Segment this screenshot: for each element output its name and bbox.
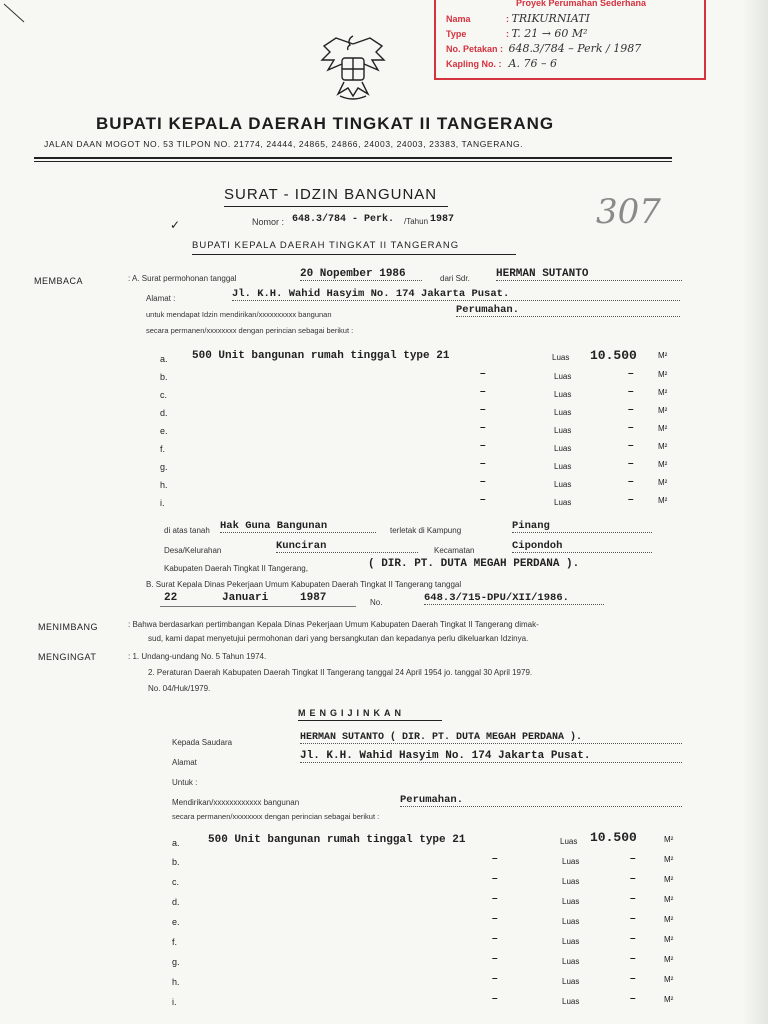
header-rule: [34, 157, 672, 159]
membaca-label: MEMBACA: [34, 276, 84, 286]
alamat-value: Jl. K.H. Wahid Hasyim No. 174 Jakarta Pusat.: [300, 750, 682, 763]
issuer-address: JALAN DAAN MOGOT NO. 53 TILPON NO. 21774, 24444, 24865, 24866, 24003, 24003, 23383, TANGERANG.: [44, 139, 524, 149]
nomor-label: Nomor :: [252, 217, 285, 227]
list-item: b. – Luas – M²: [172, 853, 674, 867]
mengingat-item-2a: 2. Peraturan Daerah Kabupaten Daerah Tingkat II Tangerang tanggal 24 April 1954 jo. tanggal 30 April 1979.: [148, 668, 533, 677]
b-no-value: 648.3/715-DPU/XII/1986.: [424, 592, 604, 605]
kampung-value: Pinang: [512, 520, 652, 533]
kecamatan-label: Kecamatan: [434, 546, 475, 555]
stamp-row-kapling: Kapling No. : A. 76 – 6: [446, 57, 557, 70]
corner-mark-icon: [0, 0, 30, 30]
membaca-b-text: B. Surat Kepala Dinas Pekerjaan Umum Kabupaten Daerah Tingkat II Tangerang tanggal: [146, 580, 462, 589]
list-item: i. – Luas – M²: [160, 494, 668, 508]
handwritten-number: 307: [596, 192, 661, 232]
issuer-title: BUPATI KEPALA DAERAH TINGKAT II TANGERANG: [96, 114, 555, 133]
mengijinkan-underline: [298, 720, 442, 721]
b-date-line: [160, 606, 356, 607]
tanah-value: Hak Guna Bangunan: [220, 520, 376, 533]
kecamatan-value: Cipondoh: [512, 540, 652, 553]
b-date-month: Januari: [222, 592, 269, 604]
list-item: d. – Luas – M²: [160, 404, 668, 418]
menimbang-label: MENIMBANG: [38, 622, 99, 632]
membaca-dari-label: dari Sdr.: [440, 274, 470, 283]
list-item: a. 500 Unit bangunan rumah tinggal type 21 Luas 10.500 M²: [160, 348, 668, 364]
mendirikan-value: Perumahan.: [400, 794, 682, 807]
page-edge-shadow: [742, 0, 768, 1024]
untuk-label: Untuk :: [172, 778, 198, 787]
stamp-row-nama: Nama : TRIKURNIATI: [446, 12, 590, 25]
list-item: d. – Luas – M²: [172, 893, 674, 907]
membaca-untuk-value: Perumahan.: [456, 304, 680, 317]
stamp-row-type: Type : T. 21 → 60 M²: [446, 27, 588, 40]
membaca-items: [160, 350, 680, 368]
membaca-secara-text: secara permanen/xxxxxxxx dengan perincian sebagai berikut :: [146, 326, 354, 335]
title-underline: [224, 206, 448, 207]
header-rule-thin: [34, 161, 672, 162]
document-title: SURAT - IDZIN BANGUNAN: [224, 186, 438, 203]
alamat-label: Alamat: [172, 758, 197, 767]
menimbang-text-1: : Bahwa berdasarkan pertimbangan Kepala Dinas Pekerjaan Umum Kabupaten Daerah Tingkat II Tangerang dimak-: [128, 620, 539, 629]
list-item: e. – Luas – M²: [160, 422, 668, 436]
mengijinkan-title: MENGIJINKAN: [298, 708, 406, 718]
stamp-header: Proyek Perumahan Sederhana: [516, 0, 647, 8]
garuda-emblem-icon: [316, 30, 390, 104]
tanah-label: di atas tanah: [164, 526, 210, 535]
list-item: f. – Luas – M²: [172, 933, 674, 947]
kabupaten-label: Kabupaten Daerah Tingkat II Tangerang,: [164, 564, 308, 573]
tahun-value: 1987: [430, 214, 455, 225]
mengingat-label: MENGINGAT: [38, 652, 97, 662]
tahun-label: /Tahun: [404, 217, 429, 226]
b-date-year: 1987: [300, 592, 327, 604]
membaca-a-date: 20 Nopember 1986: [300, 268, 422, 281]
list-item: i. – Luas – M²: [172, 993, 674, 1007]
mengijinkan-item-a: 500 Unit bangunan rumah tinggal type 21: [208, 834, 466, 846]
kampung-label: terletak di Kampung: [390, 526, 462, 535]
margin-mark: ✓: [170, 218, 181, 232]
issuer-subtitle: BUPATI KEPALA DAERAH TINGKAT II TANGERANG: [192, 240, 460, 251]
kepada-value: HERMAN SUTANTO ( DIR. PT. DUTA MEGAH PERDANA ).: [300, 732, 682, 744]
kabupaten-value: ( DIR. PT. DUTA MEGAH PERDANA ).: [368, 558, 580, 570]
mengingat-item-1: : 1. Undang-undang No. 5 Tahun 1974.: [128, 652, 267, 661]
list-item: c. – Luas – M²: [160, 386, 668, 400]
mengijinkan-luas-value: 10.500: [590, 830, 637, 845]
membaca-alamat-value: Jl. K.H. Wahid Hasyim No. 174 Jakarta Pusat.: [232, 288, 680, 301]
membaca-untuk-text: untuk mendapat Idzin mendirikan/xxxxxxxxxx bangunan: [146, 310, 332, 319]
mengijinkan-secara-text: secara permanen/xxxxxxxx dengan perincian sebagai berikut :: [172, 812, 380, 821]
nomor-value: 648.3/784 - Perk.: [292, 214, 395, 225]
list-item: h. – Luas – M²: [172, 973, 674, 987]
mendirikan-text: Mendirikan/xxxxxxxxxxxx bangunan: [172, 798, 300, 807]
kepada-label: Kepada Saudara: [172, 738, 233, 747]
list-item: a. 500 Unit bangunan rumah tinggal type 21 Luas 10.500 M²: [172, 830, 674, 848]
list-item: h. – Luas – M²: [160, 476, 668, 490]
housing-project-stamp: [434, 0, 706, 80]
kelurahan-value: Kunciran: [276, 540, 418, 553]
mengingat-item-2b: No. 04/Huk/1979.: [148, 684, 211, 693]
membaca-luas-value: 10.500: [590, 348, 637, 363]
membaca-alamat-label: Alamat :: [146, 294, 176, 303]
kelurahan-label: Desa/Kelurahan: [164, 546, 222, 555]
membaca-item-a: 500 Unit bangunan rumah tinggal type 21: [192, 350, 450, 362]
issuer-underline: [192, 254, 516, 255]
b-no-label: No.: [370, 598, 383, 607]
list-item: b. – Luas – M²: [160, 368, 668, 382]
list-item: g. – Luas – M²: [172, 953, 674, 967]
membaca-a-prefix: : A. Surat permohonan tanggal: [128, 274, 237, 283]
stamp-row-petakan: No. Petakan : 648.3/784 – Perk / 1987: [446, 42, 642, 55]
mengijinkan-items: [172, 830, 692, 854]
b-date-day: 22: [164, 592, 178, 604]
list-item: c. – Luas – M²: [172, 873, 674, 887]
list-item: g. – Luas – M²: [160, 458, 668, 472]
menimbang-text-2: sud, kami dapat menyetujui permohonan dari yang bersangkutan dan kepadanya perlu dikeluarkan Idzinya.: [148, 634, 529, 643]
list-item: f. – Luas – M²: [160, 440, 668, 454]
list-item: e. – Luas – M²: [172, 913, 674, 927]
membaca-empty-rows: [160, 370, 680, 514]
mengijinkan-empty-rows: [172, 855, 692, 1015]
membaca-a-name: HERMAN SUTANTO: [496, 268, 682, 281]
